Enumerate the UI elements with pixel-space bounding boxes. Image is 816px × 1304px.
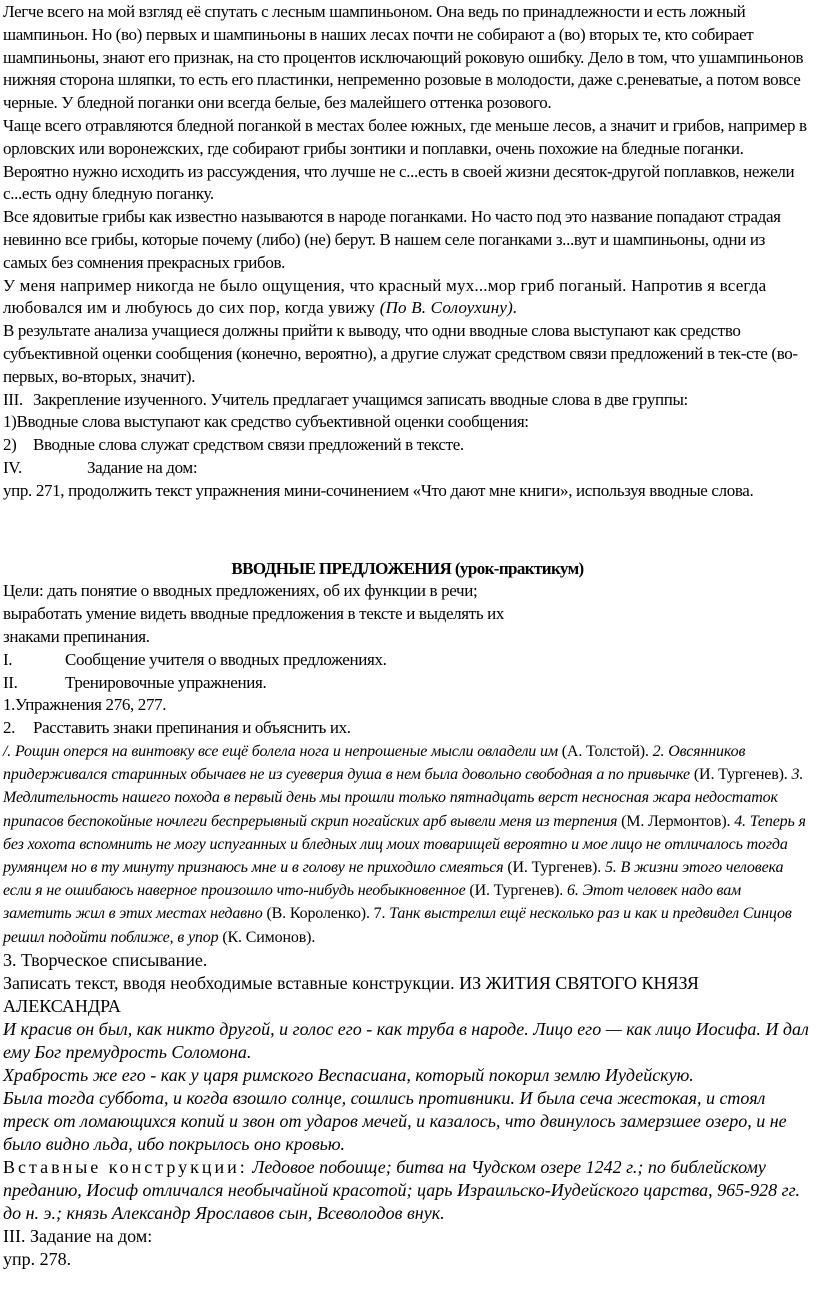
exercise-sentence: /. Рощин оперся на винтовку все ещё болела нога и непрошеные мысли овладели им: [3, 742, 558, 760]
inserts-label: Вставные конструкции:: [3, 1156, 248, 1177]
inserts-paragraph: [3, 1156, 812, 1225]
item-teacher-message-text: Сообщение учителя о вводных предложениях.: [65, 649, 387, 669]
group-2-number: 2): [3, 435, 17, 455]
group-1: 1)Вводные слова выступают как средство субъективной оценки сообщения:: [3, 412, 529, 432]
item-teacher-message-number: I.: [3, 649, 13, 669]
exercise-author: (В. Короленко). 7.: [262, 905, 390, 923]
goal-line-1: Цели: дать понятие о вводных предложениях, об их функции в речи;: [3, 581, 478, 601]
paragraph-mushroom-4: Все ядовитые грибы как известно называются в народе поганками. Но часто под это название попадают страдая невинно все грибы, которые почему (либо) (не) берут. В нашем селе поганками з...вут и шампиньоны, одни из самых без сомнения прекрасных грибов.: [3, 207, 781, 272]
exercise-sentence: 2. Овсянников придерживался старинных обычаев не из суеверия душа в нем была довольно свободная а по привычке: [3, 742, 746, 784]
exercise-author: (И. Тургенев).: [690, 766, 792, 784]
goal-line-3: знаками препинания.: [3, 626, 150, 646]
story-paragraph-2: [3, 1064, 812, 1087]
group-2: [3, 434, 812, 457]
item-teacher-message: [3, 649, 812, 672]
item-punctuation: [3, 717, 812, 740]
item-homework-text: Задание на дом:: [87, 457, 198, 477]
homework-description: упр. 271, продолжить текст упражнения мини-сочинением «Что дают мне книги», используя вводные слова.: [3, 480, 754, 500]
goal-line-2: выработать умение видеть вводные предложения в тексте и выделять их: [3, 604, 505, 624]
paragraph-mushroom-5-text: У меня например никогда не было ощущения, что красный мух...мор гриб поганый. Напротив я всегда любовался им и любуюсь до сих пор, когда увижу: [3, 275, 767, 318]
exercise-author: (А. Толстой).: [557, 742, 653, 760]
item-punctuation-text: Расставить знаки препинания и объяснить их.: [33, 718, 351, 738]
group-2-text: Вводные слова служат средством связи предложений в тексте.: [33, 435, 464, 455]
inserts-text: Ледовое побоище; битва на Чудском озере 1242 г.; по библейскому преданию, Иосиф отличался необычайной красотой; царь Израильско-Иудейского царства, 965-928 гг. до н. э.; князь Александр Ярославов сын, Всеволодов внук.: [3, 1156, 800, 1223]
exercise-sentence: 6. Этот человек надо вам заметить жил в этих местах недавно: [3, 882, 742, 923]
item-training-number: II.: [3, 672, 18, 692]
final-homework-text: упр. 278.: [3, 1248, 72, 1269]
exercise-sentences: [3, 740, 812, 949]
item-training-text: Тренировочные упражнения.: [65, 672, 267, 692]
final-homework-title: III. Задание на дом:: [3, 1225, 153, 1246]
exercise-author: (И. Тургенев).: [465, 882, 568, 900]
paragraph-mushroom-3: Вероятно нужно исходить из рассуждения, что лучше не с...есть в своей жизни десяток-другой поплавков, нежели с...есть одну бледную поганку.: [3, 161, 795, 204]
lesson-title: ВВОДНЫЕ ПРЕДЛОЖЕНИЯ (урок-практикум): [231, 558, 584, 578]
item-consolidation-number: III.: [3, 389, 23, 409]
story-text-2: Храбрость же его - как у царя римского Веспасиана, который покорил землю Иудейскую.: [3, 1064, 694, 1085]
exercise-sentence: Танк выстрелил ещё несколько раз и как и предвидел Синцов решил подойти поближе, в упор: [3, 905, 792, 946]
item-training: [3, 672, 812, 695]
exercise-sentence: 5. В жизни этого человека если я не ошибаюсь наверное произошло что-нибудь необыкновенное: [3, 858, 784, 900]
paragraph-mushroom-2: Чаще всего отравляются бледной поганкой в местах более южных, где меньше лесов, а значит и грибов, например в орловских или воронежских, где собирают грибы зонтики и поплавки, очень похожие на бледные поганки.: [3, 115, 807, 158]
item-exercises: 1.Упражнения 276, 277.: [3, 695, 167, 715]
story-text-1: И красив он был, как никто другой, и голос его - как труба в народе. Лицо его — как лицо Иосифа. И дал ему Бог премудрость Соломона.: [3, 1018, 809, 1062]
item-homework-number: IV.: [3, 457, 22, 477]
item-creative-copying: 3. Творческое списывание.: [3, 949, 208, 970]
exercise-sentence: 3. Медлительность нашего похода в первый день мы прошли только пятнадцать верст несносная жара недостаток припасов беспокойные ночлеги беспрерывный скрип ногайских арб вывели меня из терпения: [3, 766, 804, 830]
section-gap: [3, 503, 812, 558]
item-punctuation-number: 2.: [3, 718, 16, 738]
exercise-sentence: 4. Теперь я без хохота вспомнить не могу испуганных и бледных лиц моих товарищей вероятно и мое лицо не отличалось тогда румянцем но в ту минуту признаюсь мне и в голову не приходило смеяться: [3, 812, 806, 876]
story-paragraph-3: [3, 1087, 812, 1156]
story-text-3: Была тогда суббота, и когда взошло солнце, сошлись противники. И была сеча жестокая, и стоял треск от ломающихся копий и звон от ударов мечей, и казалось, что двинулось замерзшее озеро, и не было видно льда, ибо покрылось оно кровью.: [3, 1087, 787, 1154]
exercise-author: (М. Лермонтов).: [617, 812, 735, 830]
paragraph-mushroom-5: [3, 275, 812, 321]
paragraph-mushroom-1: Легче всего на мой взгляд её спутать с лесным шампиньоном. Она ведь по принадлежности и есть ложный шампиньон. Но (во) первых и шампиньоны в наших лесах почти не собирают а (во) вторых те, кто собирает шампиньоны, знают его признак, на сто процентов исключающий роковую ошибку. Дело в том, что ушампиньонов нижняя сторона шляпки, то есть его пластинки, непременно розовые в молодости, даже с.реневатые, а потом вовсе черные. У бледной поганки они всегда белые, без малейшего оттенка розового.: [3, 2, 804, 113]
item-consolidation: [3, 389, 812, 412]
creative-task-instruction: Записать текст, вводя необходимые вставные конструкции. ИЗ ЖИТИЯ СВЯТОГО КНЯЗЯ АЛЕКСАНДРА: [3, 972, 699, 1016]
item-consolidation-text: Закрепление изученного. Учитель предлагает учащимся записать вводные слова в две группы:: [33, 389, 688, 409]
source-citation: (По В. Солоухину).: [379, 298, 518, 318]
exercise-author: (К. Симонов).: [218, 928, 316, 946]
exercise-author: (И. Тургенев).: [503, 858, 605, 876]
story-paragraph-1: [3, 1018, 812, 1064]
item-homework: [3, 457, 812, 480]
paragraph-conclusion: В результате анализа учащиеся должны прийти к выводу, что одни вводные слова выступают как средство субъективной оценки сообщения (конечно, вероятно), а другие служат средством связи предложений в тек-сте (во-первых, во-вторых, значит).: [3, 321, 798, 386]
